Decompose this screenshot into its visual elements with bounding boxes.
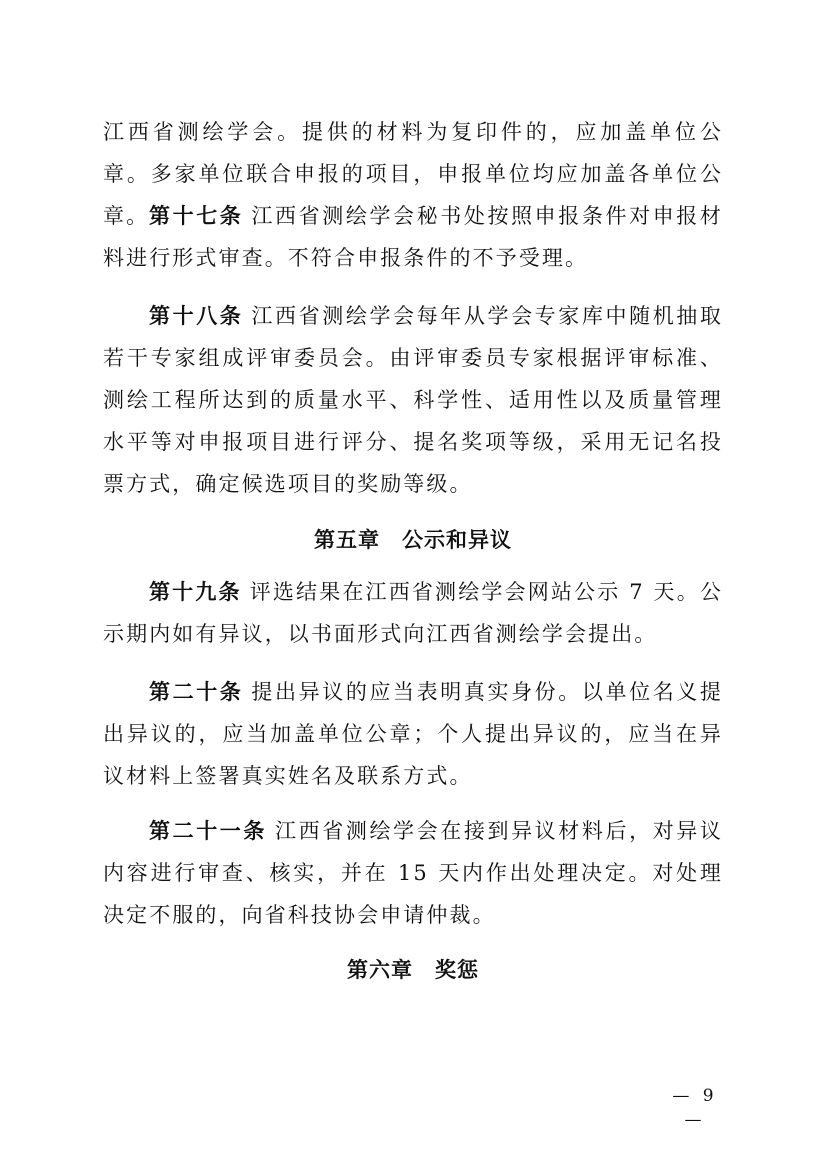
- article-17: [103, 195, 723, 279]
- article-19: [103, 571, 723, 655]
- article-text: 提出异议的应当表明真实身份。以单位名义提出异议的，应当加盖单位公章；个人提出异议的，应当在异议材料上签署真实姓名及联系方式。: [103, 680, 723, 788]
- article-number: 第二十一条: [149, 818, 268, 843]
- paragraph-text: 江西省测绘学会。提供的材料为复印件的，应加盖单位公章。多家单位联合申报的项目，申报单位均应加盖各单位公章。: [103, 120, 723, 228]
- chapter-number: 第六章: [347, 958, 413, 982]
- article-number: 第二十条: [149, 679, 244, 704]
- chapter-heading-6: [0, 949, 826, 991]
- article-text: 江西省测绘学会在接到异议材料后，对异议内容进行审查、核实，并在 15 天内作出处理决定。对处理决定不服的，向省科技协会申请仲裁。: [103, 819, 724, 927]
- page-number: — 9 —: [672, 1086, 718, 1130]
- article-text: 江西省测绘学会秘书处按照申报条件对申报材料进行形式审查。不符合申报条件的不予受理。: [103, 204, 723, 270]
- article-number: 第十八条: [149, 303, 244, 328]
- chapter-title: 奖惩: [435, 958, 479, 982]
- article-20: [103, 671, 723, 797]
- article-number: 第十九条: [149, 579, 242, 604]
- chapter-title: 公示和异议: [402, 528, 512, 552]
- article-18: [103, 295, 723, 505]
- article-text: 评选结果在江西省测绘学会网站公示 7 天。公示期内如有异议，以书面形式向江西省测绘学会提出。: [103, 580, 723, 646]
- article-21: [103, 810, 723, 936]
- article-number: 第十七条: [149, 203, 244, 228]
- chapter-heading-5: [0, 519, 826, 561]
- article-text: 江西省测绘学会每年从学会专家库中随机抽取若干专家组成评审委员会。由评审委员专家根据评审标准、测绘工程所达到的质量水平、科学性、适用性以及质量管理水平等对申报项目进行评分、提名奖项等级，采用无记名投票方式，确定候选项目的奖励等级。: [103, 304, 723, 496]
- chapter-number: 第五章: [314, 528, 380, 552]
